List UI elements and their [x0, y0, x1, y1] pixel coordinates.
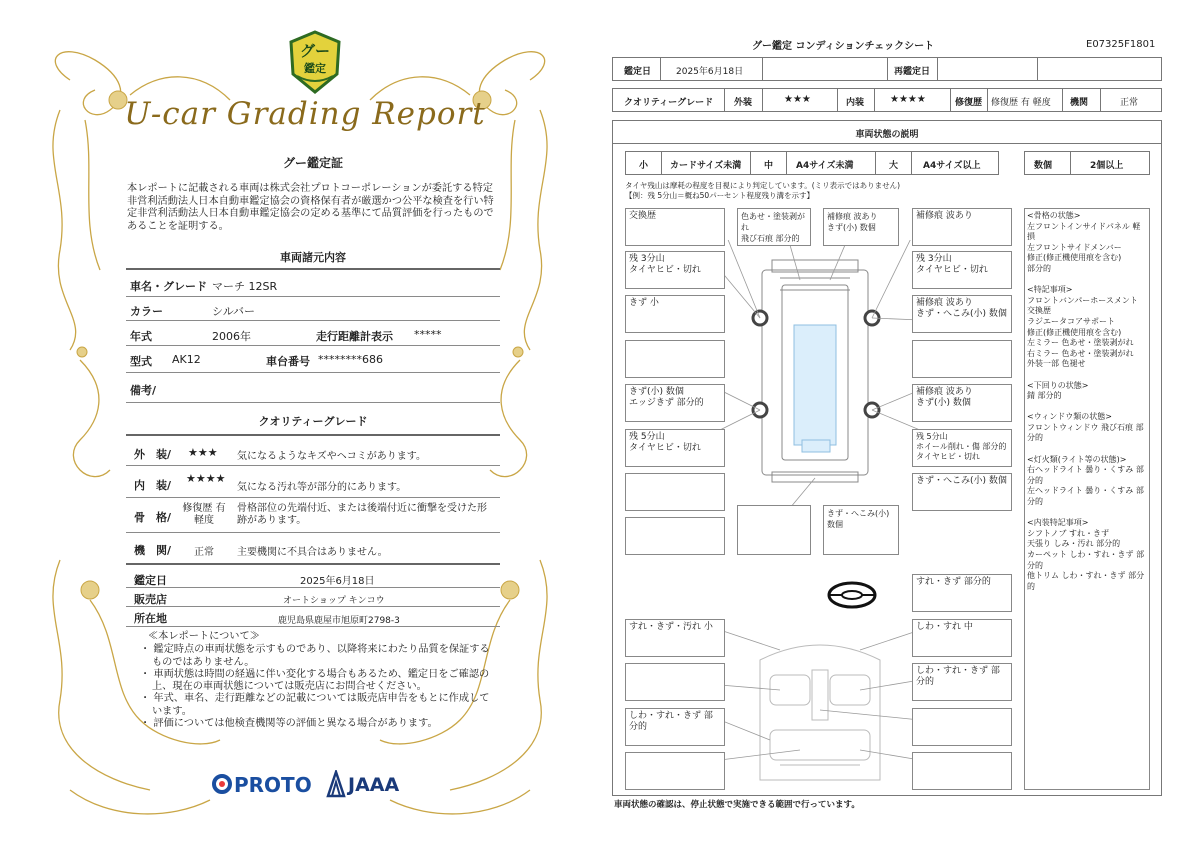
- tire-note: タイヤ残山は摩耗の程度を目視により判定しています。(ミリ表示ではありません): [625, 181, 901, 190]
- exterior-cell: 残 5分山 ホイール削れ・傷 部分的 タイヤヒビ・切れ: [912, 429, 1012, 467]
- size-large: 大: [889, 161, 899, 171]
- kantei-date-label: 鑑定日: [624, 67, 652, 77]
- exterior-cell: きず・へこみ(小) 数個: [823, 505, 899, 555]
- interior-cell: しわ・すれ・きず 部分的: [912, 663, 1012, 701]
- divider: [126, 465, 500, 466]
- car-interior-diagram: [720, 620, 920, 790]
- exterior-label: 外 装/: [134, 448, 172, 461]
- sheet-title: グー鑑定 コンディションチェックシート: [752, 41, 935, 52]
- exterior-cell: [625, 340, 725, 378]
- interior-cell: すれ・きず・汚れ 小: [625, 619, 725, 657]
- badge-top-text: グー: [299, 42, 330, 60]
- car-name-label: 車名・グレード: [130, 280, 207, 293]
- mileage-label: 走行距離計表示: [316, 330, 393, 343]
- certificate-title: グー鑑定証: [282, 156, 343, 170]
- interior-cell: [912, 708, 1012, 746]
- chassis-value: ********686: [318, 353, 383, 366]
- engine-value: 正常: [194, 547, 214, 558]
- quality-title: クオリティーグレード: [258, 415, 368, 428]
- exterior-cell: きず 小: [625, 295, 725, 333]
- year-label: 年式: [130, 330, 152, 343]
- exterior-cell: 交換歴: [625, 208, 725, 246]
- exterior-label: 外装: [734, 98, 753, 108]
- shop-label: 販売店: [134, 593, 167, 606]
- spec-title: 車両諸元内容: [280, 251, 346, 264]
- state-title: 車両状態の説明: [855, 130, 919, 140]
- remarks-label: 備考/: [130, 384, 157, 397]
- model-label: 型式: [130, 355, 152, 368]
- kantei-date-value: 2025年6月18日: [676, 67, 744, 77]
- note-item: ・ 評価については他検査機関等の評価と異なる場合があります。: [140, 718, 438, 730]
- count-label: 数個: [1034, 161, 1053, 171]
- jaaa-logo: JAAA: [348, 774, 400, 796]
- repair-history-value: 修復歴 有 軽度: [991, 98, 1051, 108]
- exterior-cell: 残 3分山 タイヤヒビ・切れ: [912, 251, 1012, 289]
- proto-logo: PROTO: [234, 773, 312, 797]
- divider: [126, 345, 500, 346]
- tire-example-note: 【例：残 5分山＝概ね50パーセント程度残り溝を示す】: [625, 191, 815, 200]
- divider: [126, 587, 500, 588]
- model-value: AK12: [172, 353, 201, 366]
- exterior-cell: [737, 505, 811, 555]
- interior-cell: しわ・すれ 中: [912, 619, 1012, 657]
- divider: [126, 402, 500, 403]
- interior-cell: [912, 752, 1012, 790]
- sheet-footer-note: 車両状態の確認は、停止状態で実施できる範囲で行っています。: [614, 800, 860, 810]
- exterior-cell: [912, 340, 1012, 378]
- badge-bottom-text: 鑑定: [304, 62, 326, 75]
- exterior-cell: きず・へこみ(小) 数個: [912, 473, 1012, 511]
- color-value: シルバー: [212, 305, 255, 318]
- interior-stars: ★★★★: [890, 94, 926, 105]
- interior-cell: しわ・すれ・きず 部分的: [625, 708, 725, 746]
- interior-cell: [625, 752, 725, 790]
- jaaa-logo-icon: [326, 770, 346, 798]
- divider: [126, 296, 500, 297]
- note-item: ・ 鑑定時点の車両状態を示すものであり、以降将来にわたり品質を保証するものではありません。: [140, 644, 490, 668]
- exterior-cell: 色あせ・塗装剥がれ 飛び石痕 部分的: [737, 208, 811, 246]
- proto-logo-icon: [212, 773, 232, 797]
- exterior-cell: 残 3分山 タイヤヒビ・切れ: [625, 251, 725, 289]
- color-label: カラー: [130, 305, 163, 318]
- car-name-value: マーチ 12SR: [212, 280, 278, 293]
- engine-label: 機 関/: [134, 544, 172, 557]
- kantei-date-label: 鑑定日: [134, 574, 167, 587]
- frame-label: 骨 格/: [134, 511, 172, 524]
- size-medium: 中: [764, 161, 774, 171]
- address-value: 鹿児島県鹿屋市旭原町2798-3: [278, 616, 400, 626]
- report-notes: [140, 631, 490, 730]
- note-item: ・ 車両状態は時間の経過に伴い変化する場合もあるため、鑑定日をご確認の上、現在の車両状態については販売店にお問合せください。: [140, 668, 490, 693]
- note-item: ・ 年式、車名、走行距離などの記載については販売店申告をもとに作成しています。: [140, 693, 490, 717]
- condition-check-sheet: [600, 0, 1200, 848]
- exterior-cell: 補修痕 波あり: [912, 208, 1012, 246]
- chassis-label: 車台番号: [266, 355, 310, 368]
- shop-value: オートショップ キンコウ: [283, 596, 385, 606]
- steering-wheel-icon: [826, 580, 878, 610]
- size-small: 小: [639, 161, 649, 171]
- exterior-desc: 気になるようなキズやヘコミがあります。: [237, 451, 426, 462]
- kantei-date-value: 2025年6月18日: [300, 576, 375, 587]
- exterior-stars: ★★★: [784, 94, 811, 105]
- engine-desc: 主要機関に不具合はありません。: [237, 547, 388, 558]
- interior-stars: ★★★★: [186, 472, 226, 485]
- exterior-cell: 補修痕 波あり きず・へこみ(小) 数個: [912, 295, 1012, 333]
- interior-label: 内 装/: [134, 479, 172, 492]
- divider: [126, 497, 500, 498]
- re-kantei-date-label: 再鑑定日: [894, 67, 931, 77]
- certificate-body: 本レポートに記載される車両は株式会社プロトコーポレーションが委託する特定非営利活動法人日本自動車鑑定協会の資格保有者が厳選かつ公平な検査を行い特定非営利活動法人日本自動車鑑定協会の定める基準にて品質評価を行ったものであることを証明する。: [127, 183, 494, 232]
- interior-cell: [625, 663, 725, 701]
- engine-label: 機関: [1070, 98, 1089, 108]
- engine-value: 正常: [1120, 98, 1139, 108]
- divider: [126, 320, 500, 321]
- car-exterior-diagram: [720, 240, 920, 540]
- repair-history-label: 修復歴: [955, 98, 983, 108]
- divider: [126, 606, 500, 607]
- interior-cell: すれ・きず 部分的: [912, 574, 1012, 612]
- notes-title: ≪本レポートについて≫: [148, 631, 260, 642]
- size-medium-desc: A4サイズ未満: [796, 161, 854, 171]
- interior-desc: 気になる汚れ等が部分的にあります。: [237, 482, 407, 493]
- interior-label: 内装: [846, 98, 865, 108]
- divider: [126, 532, 500, 533]
- exterior-cell: 残 5分山 タイヤヒビ・切れ: [625, 429, 725, 467]
- exterior-cell: [625, 517, 725, 555]
- divider: [126, 372, 500, 373]
- address-label: 所在地: [134, 612, 167, 625]
- divider: [126, 626, 500, 627]
- report-title: U-car Grading Report: [124, 96, 486, 132]
- exterior-stars: ★★★: [188, 446, 218, 459]
- divider: [126, 268, 500, 270]
- size-large-desc: A4サイズ以上: [923, 161, 981, 171]
- remarks-panel: <骨格の状態> 左フロントインサイドパネル 軽損 左フロントサイドメンバー 修正(修正機使用痕を含む) 部分的 <特記事項> フロントバンパーホースメント 交換歴 ラジエータコアサポート 修正(修正機使用痕を含む) 左ミラー 色あせ・塗装剥がれ 右ミラー 色あせ・塗装剥がれ 外装一部 色褪せ <下回りの状態> 錆 部分的 <ウィンドウ類の状態> フロントウィンドウ 飛び石痕 部分的 <灯火類(ライト等の状態)> 右ヘッドライト 曇り・くすみ 部分的 左ヘッドライト 曇り・くすみ 部分的 <内装特記事項> シフトノブ すれ・きず 天張り しみ・汚れ 部分的 カーペット しわ・すれ・きず 部分的 他トリム しわ・すれ・きず 部分的: [1024, 208, 1150, 790]
- sheet-code: E07325F1801: [1086, 39, 1156, 50]
- year-value: 2006年: [212, 330, 251, 343]
- count-desc: 2個以上: [1090, 161, 1124, 171]
- exterior-cell: きず(小) 数個 エッジきず 部分的: [625, 384, 725, 422]
- mileage-value: *****: [414, 328, 442, 341]
- divider: [126, 434, 500, 436]
- exterior-cell: [625, 473, 725, 511]
- exterior-cell: 補修痕 波あり きず(小) 数個: [912, 384, 1012, 422]
- divider: [126, 563, 500, 565]
- exterior-cell: 補修痕 波あり きず(小) 数個: [823, 208, 899, 246]
- quality-grade-label: クオリティーグレード: [624, 98, 714, 108]
- size-small-desc: カードサイズ未満: [670, 161, 742, 171]
- frame-value: 修復歴 有 軽度: [182, 503, 226, 526]
- frame-desc: 骨格部位の先端付近、または後端付近に衝撃を受けた形跡があります。: [237, 503, 487, 526]
